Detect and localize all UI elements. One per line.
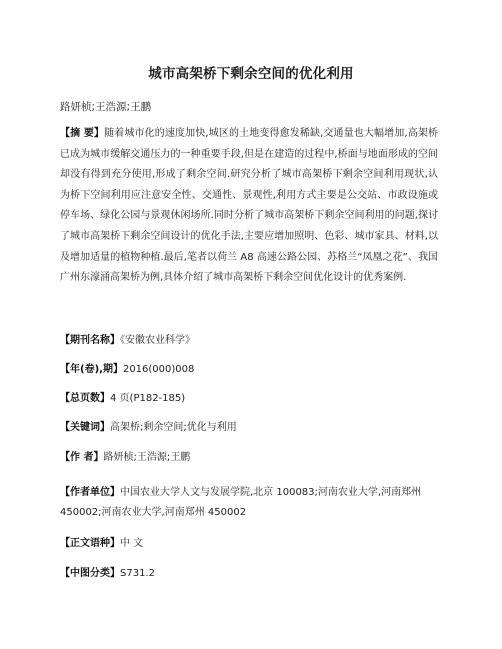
field-volume-issue: [60, 360, 444, 380]
field-value: 4 页(P182-185): [110, 393, 186, 404]
field-keywords: [60, 418, 444, 438]
abstract-block: [60, 124, 438, 289]
field-label: 【中图分类】: [60, 568, 120, 579]
paper-title: 城市高架桥下剩余空间的优化利用: [148, 66, 354, 82]
field-value: 中 文: [120, 538, 144, 549]
field-journal-name: [60, 331, 444, 351]
field-label: 【总页数】: [60, 393, 110, 404]
field-page-count: [60, 389, 444, 409]
field-value: 《安徽农业科学》: [120, 335, 195, 346]
field-label: 【作者单位】: [60, 487, 120, 498]
field-label: 【作 者】: [60, 452, 104, 463]
field-value: 高架桥;剩余空间;优化与利用: [110, 422, 237, 433]
field-value: 中国农业大学人文与发展学院,北京 100083;河南农业大学,河南郑州 450002;河南农业大学,河南郑州 450002: [60, 487, 422, 518]
field-value: S731.2: [120, 568, 155, 579]
field-value: 2016(000)008: [122, 364, 195, 375]
field-value: 路妍桢;王浩源;王鹏: [103, 452, 191, 463]
field-label: 【期刊名称】: [60, 335, 120, 346]
abstract-label: 【摘 要】: [60, 128, 105, 139]
paper-authors: 路妍桢;王浩源;王鹏: [60, 101, 152, 113]
field-affiliation: [60, 483, 444, 523]
field-authors: [60, 448, 444, 468]
field-language: [60, 534, 444, 554]
field-label: 【正文语种】: [60, 538, 120, 549]
field-label: 【年(卷),期】: [60, 364, 123, 375]
abstract-text: 随着城市化的速度加快,城区的土地变得愈发稀缺,交通量也大幅增加,高架桥已成为城市缓解交通压力的一种重要手段,但是在建造的过程中,桥面与地面形成的空间却没有得到充分使用,形成了剩余空间.研究分析了城市高架桥下剩余空间利用现状,认为桥下空间利用应注意安全性、交通性、景观性,利用方式主要是公交站、市政设施或停车场、绿化公园与景观休闲场所.同时分析了城市高架桥下剩余空间利用的问题,探讨了城市高架桥下剩余空间设计的优化手法,主要应增加照明、色彩、城市家具、材料,以及增加适量的植物种植.最后,笔者以荷兰 A8 高速公路公园、苏格兰“凤凰之花”、我国广州东濠涌高架桥为例,具体介绍了城市高架桥下剩余空间优化设计的优秀案例.: [60, 128, 438, 284]
field-classification: [60, 564, 444, 584]
field-label: 【关键词】: [60, 422, 110, 433]
